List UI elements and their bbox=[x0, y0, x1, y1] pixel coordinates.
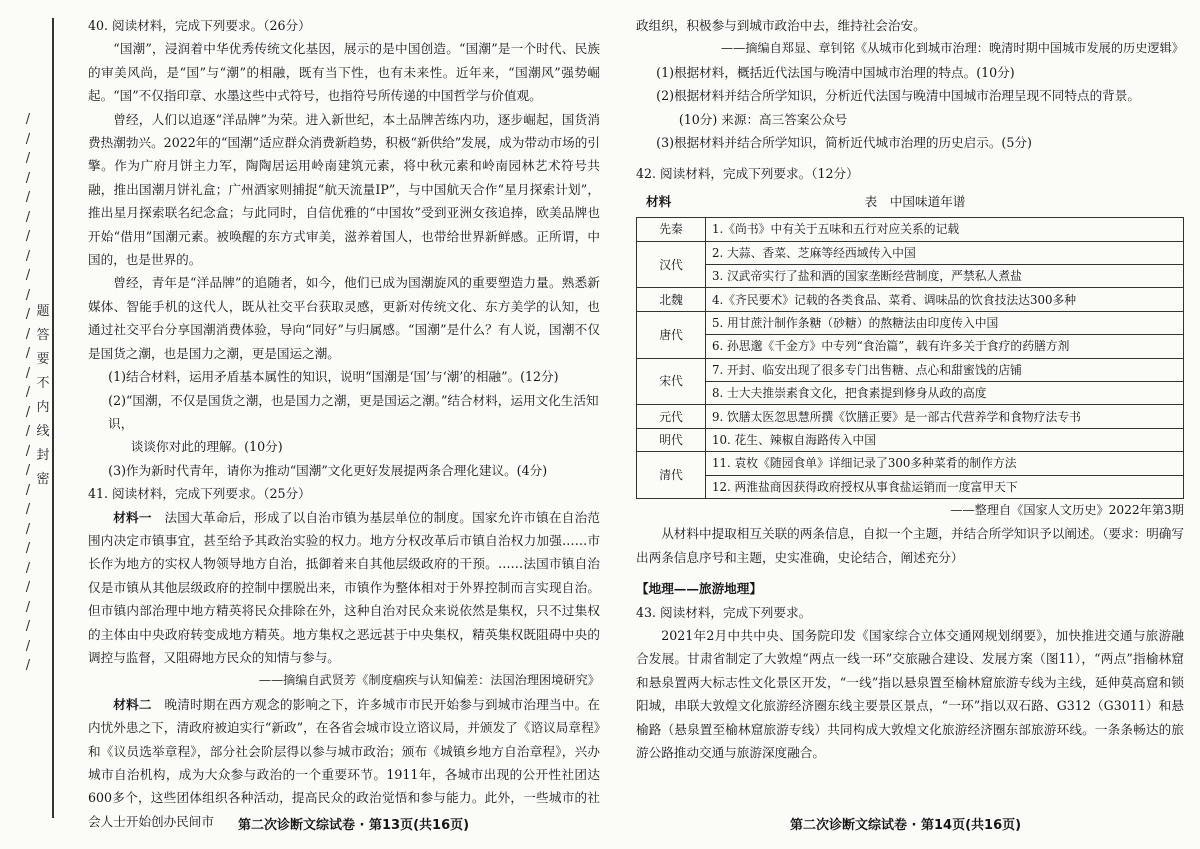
item-cell: 9. 饮膳太医忽思慧所撰《饮膳正要》是一部古代营养学和食物疗法专书 bbox=[706, 405, 1184, 428]
item-cell: 5. 用甘蔗汁制作条糖（砂糖）的熬糖法由印度传入中国 bbox=[706, 311, 1184, 334]
question-41-material-1 bbox=[88, 506, 600, 670]
question-41-subquestion-2: (2)根据材料并结合所学知识，分析近代法国与晚清中国城市治理呈现不同特点的背景。 bbox=[656, 88, 1140, 104]
item-cell: 2. 大蒜、香菜、芝麻等经西域传入中国 bbox=[706, 241, 1184, 264]
question-40-subquestion-3: (3)作为新时代青年，请你为推动“国潮”文化更好发展提两条合理化建议。(4分) bbox=[108, 462, 548, 478]
binding-char: 要 bbox=[36, 352, 50, 367]
binding-char: 内 bbox=[36, 400, 50, 415]
item-cell: 8. 士大夫推崇素食文化，把食素提到修身从政的高度 bbox=[706, 381, 1184, 404]
table-row bbox=[637, 335, 1184, 358]
era-cell: 唐代 bbox=[637, 311, 706, 358]
question-40-subquestion-1: (1)结合材料，运用矛盾基本属性的知识，说明“国潮是‘国’与‘潮’的相融”。(12分) bbox=[108, 369, 559, 385]
question-42-task: 从材料中提取相互关联的两条信息，自拟一个主题，并结合所学知识予以阐述。（要求：明确写出两条信息序号和主题，史实准确，史论结合，阐述充分） bbox=[636, 526, 1184, 565]
binding-char: 题 bbox=[36, 304, 50, 319]
era-cell: 宋代 bbox=[637, 358, 706, 405]
food-chronology-table bbox=[636, 217, 1184, 499]
item-cell: 1.《尚书》中有关于五味和五行对应关系的记载 bbox=[706, 218, 1184, 241]
question-43-paragraph: 2021年2月中共中央、国务院印发《国家综合立体交通网规划纲要》，加快推进交通与旅游融合发展。甘肃省制定了大敦煌“两点一线一环”交旅融合建设、发展方案（图11），“两点”指榆林窟和悬泉置两大标志性文化景区开发，“一线”指以悬泉置至榆林窟旅游专线为主线，延伸莫高窟和锁阳城，串联大敦煌文化旅游经济圈东线主要景区景点，“一环”指以双石路、G312（G3011）和悬榆路（悬泉置至榆林窟旅游专线）共同构成大敦煌文化旅游经济圈东部旅游环线。一条条畅达的旅游公路推动交通与旅游深度融合。 bbox=[636, 627, 1184, 760]
binding-margin bbox=[0, 0, 70, 849]
table-row bbox=[637, 452, 1184, 475]
material-2-continuation: 政组织，积极参与到城市政治中去，维持社会治安。 bbox=[636, 18, 926, 33]
era-cell: 元代 bbox=[637, 405, 706, 428]
table-row bbox=[637, 265, 1184, 288]
material-1-source: ——摘编自武贤芳《制度痼疾与认知偏差：法国治理困境研究》 bbox=[258, 673, 600, 688]
table-caption bbox=[636, 190, 1184, 213]
material-2-text: 晚清时期在西方观念的影响之下，许多城市市民开始参与到城市治理当中。在内忧外患之下，清政府被迫实行“新政”，在各省会城市设立谘议局，并颁发了《谘议局章程》和《议员选举章程》，部分社会阶层得以参与城市政治；颁布《城镇乡地方自治章程》，兴办城市自治机构，成为大众参与政治的一个重要环节。1911年，各城市出现的公开性社团达600多个，这些团体组织各种活动，提高民众的政治觉悟和参与能力。此外，一些城市的社会人士开始创办民间市 bbox=[88, 696, 601, 829]
item-cell: 6. 孙思邈《千金方》中专列“食治篇”，载有许多关于食疗的药膳方剂 bbox=[706, 335, 1184, 358]
material-2-source: ——摘编自郑显、章钊铭《从城市化到城市治理：晚清时期中国城市发展的历史逻辑》 bbox=[720, 41, 1184, 56]
table-row bbox=[637, 428, 1184, 451]
question-40-paragraph: “国潮”，浸润着中华优秀传统文化基因，展示的是中国创造。“国潮”是一个时代、民族的审美风尚，是“国”与“潮”的相融，既有当下性，也有未来性。近年来，“国潮风”强势崛起。“国”不仅指印章、水墨这些中式符号，也指符号所传递的中国哲学与价值观。 bbox=[88, 41, 600, 104]
material-1-label: 材料一 bbox=[113, 509, 152, 525]
page-14-footer: 第二次诊断文综试卷 · 第14页(共16页) bbox=[790, 818, 1022, 833]
exam-page-13 bbox=[88, 14, 600, 833]
cut-line-slashes: / / / / / / / / / / / / / / / / / / / / / / / / / / / / / bbox=[25, 112, 31, 673]
material-2-label: 材料二 bbox=[113, 696, 152, 712]
spacer bbox=[636, 154, 1184, 162]
material-1-text: 法国大革命后，形成了以自治市镇为基层单位的制度。国家允许市镇在自治范围内决定市镇事宜，甚至给予其政治实验的权力。地方分权改革后市镇自治权力加强……市长作为地方的实权人物领导地方自治，抵御着来自其他层级政府的干预。……法国市镇自治仅是市镇从其他层级政府的控制中摆脱出来，市镇作为整体相对于外界控制而言实现自治。但市镇内部治理中地方精英将民众排除在外，这种自治对民众来说依然是集权，只不过集权的主体由中央政府转变成地方精英。地方集权之恶远甚于中央集权，精英集权既阻碍中央的调控与监督，又阻碍地方民众的知情与参与。 bbox=[88, 509, 601, 665]
binding-char: 不 bbox=[36, 376, 50, 391]
question-40-paragraph: 曾经，人们以追逐“洋品牌”为荣。进入新世纪，本土品牌苦练内功，逐步崛起，国货消费热潮勃兴。2022年的“国潮”适应群众消费新趋势，积极“新供给”发展，成为带动市场的引擎。作为广府月饼主力军，陶陶居运用岭南建筑元素，将中秋元素和岭南园林艺术符号共融，推出国潮月饼礼盒；广州酒家则捕捉“航天流量IP”，与中国航天合作“星月探索计划”，推出星月探索联名纪念盒；与此同时，自信优雅的“中国妆”受到亚洲女孩追捧，欧美品牌也开始“借用”国潮元素。被唤醒的东方式审美，滋养着国人，也带给世界新鲜感。正所谓，中国的，也是世界的。 bbox=[88, 111, 600, 268]
table-title: 表 中国味道年谱 bbox=[864, 193, 966, 209]
geography-section-heading: 【地理——旅游地理】 bbox=[636, 581, 762, 597]
question-40-subquestion-2-cont: 谈谈你对此的理解。(10分) bbox=[130, 439, 283, 455]
table-row bbox=[637, 381, 1184, 404]
question-41-subquestion-3: (3)根据材料并结合所学知识，简析近代城市治理的历史启示。(5分) bbox=[656, 135, 1032, 151]
table-row bbox=[637, 358, 1184, 381]
table-row bbox=[637, 218, 1184, 241]
table-row bbox=[637, 241, 1184, 264]
era-cell: 先秦 bbox=[637, 218, 706, 241]
item-cell: 10. 花生、辣椒自海路传入中国 bbox=[706, 428, 1184, 451]
table-row bbox=[637, 405, 1184, 428]
table-row bbox=[637, 288, 1184, 311]
table-row bbox=[637, 311, 1184, 334]
item-cell: 7. 开封、临安出现了很多专门出售糖、点心和甜蜜饯的店铺 bbox=[706, 358, 1184, 381]
binding-char: 答 bbox=[36, 328, 50, 343]
table-material-label: 材料 bbox=[646, 193, 672, 209]
question-40-paragraph: 曾经，青年是“洋品牌”的追随者，如今，他们已成为国潮旋风的重要塑造力量。熟悉新媒体、智能手机的这代人，既从社交平台获取灵感，更新对传统文化、东方美学的认知，也通过社交平台分享国潮消费体验，导向“同好”与归属感。“国潮”是什么？有人说，国潮不仅是国货之潮，也是国力之潮，更是国运之潮。 bbox=[88, 275, 600, 361]
era-cell: 清代 bbox=[637, 452, 706, 499]
item-cell: 3. 汉武帝实行了盐和酒的国家垄断经营制度，严禁私人煮盐 bbox=[706, 265, 1184, 288]
binding-char: 密 bbox=[36, 472, 50, 487]
question-41-heading: 41. 阅读材料，完成下列要求。（25分） bbox=[88, 486, 311, 502]
table-row bbox=[637, 475, 1184, 498]
binding-warning-text bbox=[32, 300, 54, 492]
question-41-subquestion-1: (1)根据材料，概括近代法国与晚清中国城市治理的特点。(10分) bbox=[656, 64, 1015, 80]
item-cell: 12. 两淮盐商因获得政府授权从事食盐运销而一度富甲天下 bbox=[706, 475, 1184, 498]
era-cell: 汉代 bbox=[637, 241, 706, 288]
item-cell: 4.《齐民要术》记载的各类食品、菜肴、调味品的饮食技法达300多种 bbox=[706, 288, 1184, 311]
spacer bbox=[636, 569, 1184, 577]
page-13-footer: 第二次诊断文综试卷 · 第13页(共16页) bbox=[238, 818, 470, 833]
question-40-subquestion-2: (2)“国潮，不仅是国货之潮，也是国力之潮，更是国运之潮。”结合材料，运用文化生活知识， bbox=[108, 392, 599, 431]
question-43-heading: 43. 阅读材料，完成下列要求。 bbox=[636, 604, 812, 620]
question-40-heading: 40. 阅读材料，完成下列要求。（26分） bbox=[88, 18, 311, 33]
question-41-material-2 bbox=[88, 693, 600, 833]
exam-page-14 bbox=[636, 14, 1184, 764]
question-41-subquestion-2-cont: (10分) 来源：高三答案公众号 bbox=[678, 111, 848, 127]
question-42-heading: 42. 阅读材料，完成下列要求。（12分） bbox=[636, 166, 859, 182]
binding-char: 线 bbox=[36, 424, 50, 439]
era-cell: 明代 bbox=[637, 428, 706, 451]
binding-char: 封 bbox=[36, 448, 50, 463]
item-cell: 11. 袁枚《随园食单》详细记录了300多种菜肴的制作方法 bbox=[706, 452, 1184, 475]
table-source: ——整理自《国家人文历史》2022年第3期 bbox=[950, 502, 1184, 517]
era-cell: 北魏 bbox=[637, 288, 706, 311]
